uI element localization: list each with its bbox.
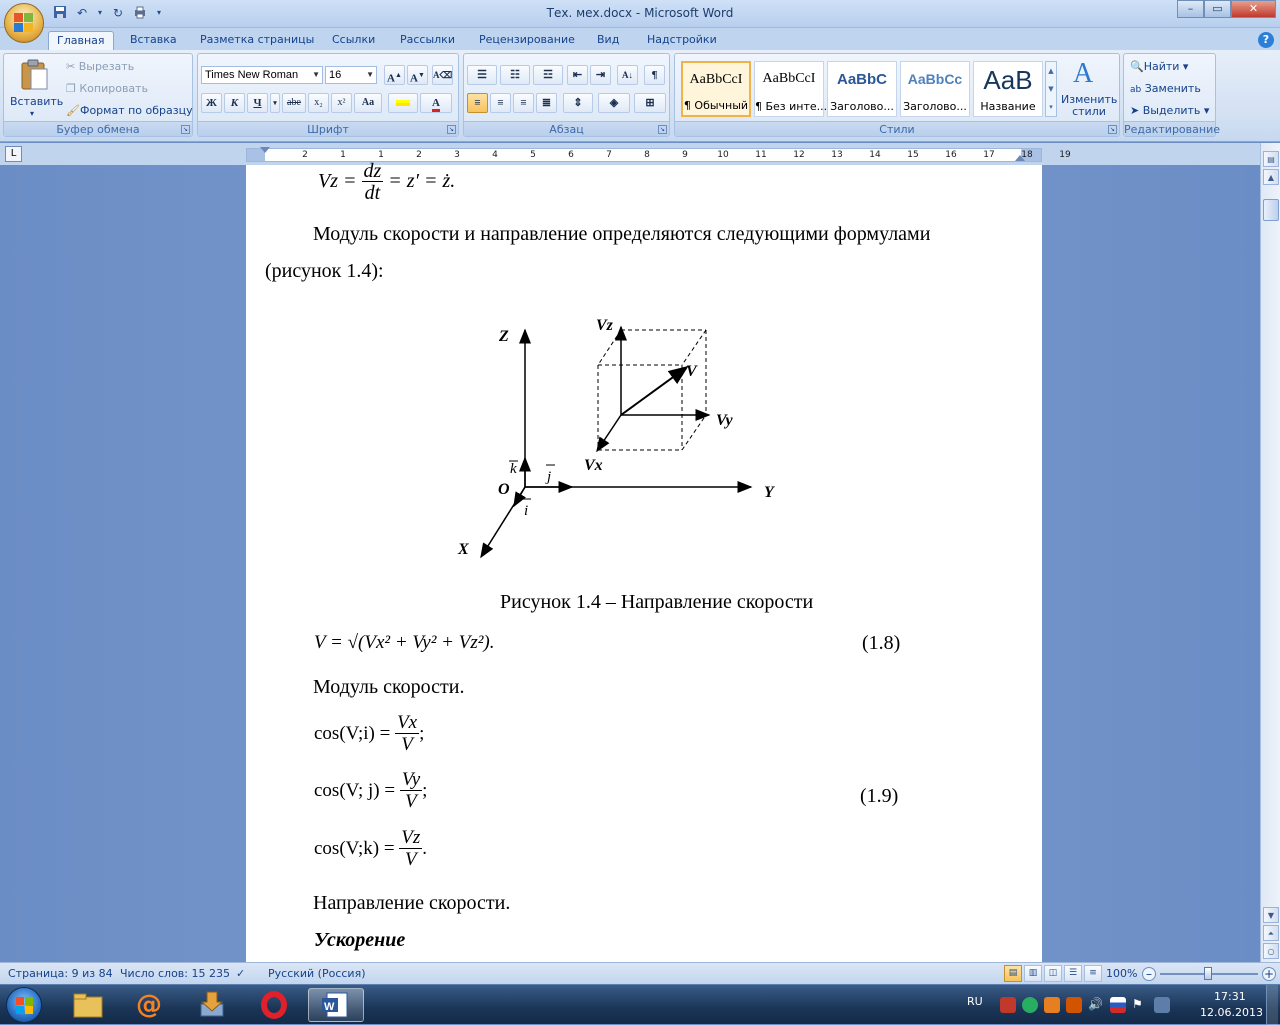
justify-button[interactable] <box>536 93 557 113</box>
paste-dropdown-icon: ▾ <box>30 109 35 118</box>
font-color-button[interactable] <box>420 93 452 113</box>
ruler-number: 19 <box>1059 150 1071 160</box>
find-button[interactable]: 🔍Найти ▾ <box>1130 60 1189 73</box>
proofing-icon[interactable]: ✓ <box>236 967 246 980</box>
paragraph-dialog-launcher-icon[interactable]: ↘ <box>659 126 666 133</box>
vector-v <box>621 367 687 415</box>
style-name: ¶ Обычный <box>683 99 749 112</box>
zoom-slider-knob[interactable] <box>1204 967 1212 980</box>
group-label-styles: Стили <box>675 121 1119 136</box>
equation-number-1-9: (1.9) <box>860 785 899 807</box>
velocity-box <box>598 330 706 450</box>
ruler-number: 13 <box>831 150 843 160</box>
ruler-number: 2 <box>302 150 308 160</box>
zoom-level[interactable]: 100% <box>1106 967 1138 980</box>
clear-formatting-button[interactable] <box>432 65 453 85</box>
increase-indent-icon: ⇥ <box>595 69 606 81</box>
ruler-number: 14 <box>869 150 881 160</box>
ruler-number: 11 <box>755 150 767 160</box>
cos-2-end: ; <box>422 779 428 801</box>
flash-icon[interactable] <box>1066 997 1082 1013</box>
ruler-number: 2 <box>416 150 422 160</box>
tab-view[interactable]: Вид <box>597 33 620 46</box>
network-icon[interactable] <box>1154 997 1170 1013</box>
ruler-number: 18 <box>1021 150 1033 160</box>
underline-dropdown-icon[interactable]: ▾ <box>270 93 280 113</box>
equation-number-1-8: (1.8) <box>862 632 901 654</box>
cos-2-fraction <box>400 770 422 813</box>
ruler-number: 17 <box>983 150 995 160</box>
cos-3-end: . <box>422 837 428 859</box>
line-spacing-icon: ⇕ <box>573 97 583 109</box>
language-indicator[interactable]: Русский (Россия) <box>268 967 366 980</box>
ruler-number: 1 <box>378 150 384 160</box>
minimize-button[interactable]: – <box>1177 0 1204 18</box>
fraction-numerator: dz <box>363 160 382 182</box>
tray-app-icon[interactable] <box>1044 997 1060 1013</box>
system-tray <box>960 985 1280 1025</box>
copy-icon: ❐ <box>66 82 80 95</box>
ruler-bar <box>0 143 1280 165</box>
align-left-button[interactable] <box>467 93 488 113</box>
cos-2-lhs: cos(V; j) = <box>314 779 396 801</box>
help-icon[interactable]: ? <box>1258 32 1274 48</box>
paste-label: Вставить <box>10 95 64 108</box>
tab-home[interactable]: Главная <box>48 31 114 50</box>
folder-icon <box>72 991 104 1019</box>
replace-button[interactable] <box>1130 82 1201 95</box>
fraction-denominator: V <box>405 791 417 812</box>
full-screen-reading-icon[interactable]: ▥ <box>1024 965 1042 982</box>
format-painter-label: Формат по образцу <box>79 104 193 117</box>
bold-button[interactable]: Ж <box>201 93 222 113</box>
style-title[interactable] <box>973 61 1043 117</box>
taskbar-explorer[interactable] <box>60 988 116 1022</box>
cursor-arrow-icon: ➤ <box>1130 104 1143 117</box>
fraction-denominator: V <box>404 849 417 870</box>
cos-3-lhs: cos(V;k) = <box>314 837 395 859</box>
word-icon <box>321 991 351 1019</box>
redo-icon[interactable]: ↻ <box>112 6 124 20</box>
office-button[interactable] <box>4 3 44 43</box>
ruler-toggle-icon[interactable]: ▤ <box>1263 151 1279 167</box>
outline-icon[interactable]: ☰ <box>1064 965 1082 982</box>
line-spacing-button[interactable] <box>563 93 593 113</box>
cos-1-lhs: cos(V;i) = <box>314 722 391 744</box>
group-label-editing: Редактирование <box>1124 123 1220 136</box>
undo-dropdown-icon[interactable]: ▾ <box>97 8 102 17</box>
tab-mailings[interactable]: Рассылки <box>400 33 455 46</box>
windows-logo-icon <box>16 997 24 1005</box>
highlighter-icon <box>396 100 410 106</box>
style-no-spacing[interactable] <box>754 61 828 117</box>
show-desktop-button[interactable] <box>1266 985 1278 1025</box>
figure-caption: Рисунок 1.4 – Направление скорости <box>500 591 814 613</box>
numbering-icon: ☷ <box>510 69 520 81</box>
style-name: Название <box>980 100 1036 113</box>
close-button[interactable]: ✕ <box>1231 0 1276 18</box>
style-name: Заголово... <box>830 100 894 113</box>
cos-3-fraction <box>399 828 422 871</box>
label-y: Y <box>764 484 774 501</box>
align-center-icon: ≡ <box>497 97 504 109</box>
ruler-number: 10 <box>717 150 729 160</box>
group-label-paragraph: Абзац <box>464 121 669 136</box>
window-controls <box>1177 0 1276 18</box>
multilevel-list-icon: ☲ <box>543 69 553 81</box>
formula-vz-fraction <box>362 161 384 204</box>
draft-icon[interactable]: ≡ <box>1084 965 1102 982</box>
sort-icon: A↓ <box>622 70 633 80</box>
customize-qat-icon[interactable]: ▾ <box>156 8 161 17</box>
cut-label: Вырезать <box>78 60 135 73</box>
label-vy: Vy <box>716 412 733 429</box>
taskbar-opera[interactable] <box>246 988 302 1022</box>
group-editing <box>1123 53 1220 137</box>
tab-references[interactable]: Ссылки <box>332 33 376 46</box>
paint-bucket-icon: ◈ <box>609 97 619 109</box>
underline-button[interactable]: Ч <box>247 93 268 113</box>
clock-time[interactable]: 17:31 <box>1214 990 1246 1003</box>
document-area <box>0 160 1260 962</box>
ruler-number: 6 <box>568 150 574 160</box>
shrink-font-button[interactable]: A▼ <box>407 65 428 85</box>
zoom-in-icon[interactable]: + <box>1263 967 1275 981</box>
formula-v: V = √(Vx² + Vy² + Vz²). <box>314 632 495 653</box>
font-dialog-launcher-icon[interactable]: ↘ <box>448 126 455 133</box>
highlight-button[interactable] <box>388 93 418 113</box>
italic-button[interactable]: К <box>224 93 245 113</box>
fraction-numerator: Vy <box>401 769 421 790</box>
change-styles-label: Изменить стили <box>1061 93 1118 118</box>
decrease-indent-icon: ⇤ <box>572 69 583 81</box>
replace-label: Заменить <box>1144 82 1201 95</box>
numbering-button[interactable] <box>500 65 530 85</box>
ruler-number: 8 <box>644 150 650 160</box>
modulus-text: Модуль скорости. <box>313 676 465 698</box>
paragraph-line-2: (рисунок 1.4): <box>265 260 384 282</box>
style-name: ¶ Без инте... <box>755 100 828 113</box>
font-size-combo[interactable] <box>325 66 377 84</box>
ribbon-tabs <box>0 28 1280 50</box>
direction-text: Направление скорости. <box>313 892 511 914</box>
font-color-icon: A <box>432 97 440 112</box>
font-family-value: Times New Roman <box>205 69 299 81</box>
select-button[interactable]: ➤ Выделить ▾ <box>1130 104 1210 117</box>
clipboard-icon <box>19 59 49 91</box>
label-i: i <box>524 503 529 519</box>
office-logo-icon <box>14 13 34 33</box>
group-paragraph <box>463 53 670 137</box>
ruler-number: 9 <box>682 150 688 160</box>
group-label-clipboard: Буфер обмена <box>4 121 192 136</box>
maximize-button[interactable]: ▭ <box>1204 0 1231 18</box>
tab-addins[interactable]: Надстройки <box>647 33 717 46</box>
svg-text:W: W <box>324 1001 335 1013</box>
clock-date[interactable]: 12.06.2013 <box>1200 1006 1263 1019</box>
style-normal[interactable] <box>681 61 751 117</box>
previous-page-icon[interactable]: ⏶ <box>1263 925 1279 941</box>
web-layout-icon[interactable]: ◫ <box>1044 965 1062 982</box>
formula-vz-lhs: Vz = <box>318 170 357 193</box>
scroll-up-icon[interactable]: ▲ <box>1263 169 1279 185</box>
ruler-number: 5 <box>530 150 536 160</box>
bullets-button[interactable] <box>467 65 497 85</box>
print-layout-icon[interactable]: ▤ <box>1004 965 1022 982</box>
velocity-direction-diagram <box>458 315 816 575</box>
sort-button[interactable] <box>617 65 638 85</box>
label-x: X <box>458 541 469 558</box>
style-preview: AaB <box>983 65 1033 95</box>
paste-button[interactable] <box>8 57 64 119</box>
antivirus-icon[interactable] <box>1000 997 1016 1013</box>
window-title: Тех. мех.docx - Microsoft Word <box>546 6 734 20</box>
group-font <box>197 53 459 137</box>
download-icon <box>197 990 227 1020</box>
label-vz: Vz <box>596 317 613 334</box>
ruler-number: 12 <box>793 150 805 160</box>
change-styles-button[interactable] <box>1061 58 1119 120</box>
ribbon <box>0 50 1280 142</box>
title-bar <box>0 0 1280 28</box>
ruler-number: 3 <box>454 150 460 160</box>
clipboard-dialog-launcher-icon[interactable]: ↘ <box>182 126 189 133</box>
borders-icon: ⊞ <box>645 97 655 109</box>
ruler-number: 16 <box>945 150 957 160</box>
decrease-indent-button[interactable] <box>567 65 588 85</box>
chevron-down-icon: ▼ <box>366 70 374 79</box>
taskbar-mail-agent[interactable] <box>122 988 178 1022</box>
shading-button[interactable] <box>598 93 630 113</box>
taskbar-word[interactable] <box>308 988 364 1022</box>
label-v: V <box>686 363 697 380</box>
subscript-button[interactable]: x₂ <box>308 93 329 113</box>
copy-label: Копировать <box>79 82 149 95</box>
label-k: k <box>510 461 517 477</box>
paragraph-line-1: Модуль скорости и направление определяются следующими формулами <box>313 223 931 245</box>
russian-flag-icon[interactable] <box>1110 997 1126 1013</box>
format-painter-button[interactable] <box>66 104 193 117</box>
brush-icon: 🖌 <box>66 104 80 117</box>
indent-marker-icon[interactable] <box>260 147 270 153</box>
tab-review[interactable]: Рецензирование <box>479 33 575 46</box>
select-label: Выделить <box>1142 104 1201 117</box>
style-preview: AaBbCcI <box>689 72 743 87</box>
select-browse-object-icon[interactable]: ○ <box>1263 943 1279 959</box>
formula-cos-3 <box>314 828 427 871</box>
scroll-down-icon[interactable]: ▼ <box>1263 907 1279 923</box>
label-j: j <box>547 469 552 485</box>
style-preview: AaBbCc <box>907 71 963 87</box>
start-button[interactable] <box>6 987 42 1023</box>
style-heading-2[interactable] <box>900 61 970 117</box>
find-label: Найти <box>1143 60 1180 73</box>
action-center-icon[interactable]: ⚑ <box>1132 997 1143 1011</box>
tab-selector[interactable]: L <box>5 146 22 162</box>
formula-vz <box>318 161 455 204</box>
pilcrow-icon: ¶ <box>651 69 658 81</box>
view-buttons <box>1004 965 1104 982</box>
fraction-denominator: dt <box>364 182 381 204</box>
ruler-number: 7 <box>606 150 612 160</box>
scroll-thumb[interactable] <box>1263 199 1279 221</box>
ruler-number: 15 <box>907 150 919 160</box>
binoculars-icon: 🔍 <box>1130 60 1144 73</box>
fraction-denominator: V <box>401 734 413 755</box>
strikethrough-button[interactable]: abe <box>282 93 306 113</box>
undo-icon[interactable]: ↶ <box>76 6 88 20</box>
label-z: Z <box>499 328 509 345</box>
grow-font-button[interactable]: A▲ <box>384 65 405 85</box>
align-right-button[interactable] <box>513 93 534 113</box>
show-marks-button[interactable] <box>644 65 665 85</box>
eraser-icon: A⌫ <box>433 70 453 80</box>
align-left-icon: ≡ <box>474 97 481 109</box>
group-label-font: Шрифт <box>198 121 458 136</box>
document-page[interactable] <box>246 160 1042 962</box>
taskbar-downloader[interactable] <box>184 988 240 1022</box>
input-language[interactable]: RU <box>967 995 983 1008</box>
style-heading-1[interactable] <box>827 61 897 117</box>
cos-1-end: ; <box>419 722 425 744</box>
heading-acceleration: Ускорение <box>314 929 406 951</box>
justify-icon: ≣ <box>541 97 552 109</box>
label-vx: Vx <box>584 457 603 474</box>
label-o: O <box>498 481 510 498</box>
utorrent-icon[interactable] <box>1022 997 1038 1013</box>
zoom-out-icon[interactable]: – <box>1142 967 1156 981</box>
formula-cos-1 <box>314 713 424 756</box>
styles-gallery-scroll[interactable]: ▲ ▼ ▾ <box>1045 61 1057 117</box>
fraction-numerator: Vx <box>397 712 418 733</box>
volume-icon[interactable]: 🔊 <box>1088 997 1103 1011</box>
align-right-icon: ≡ <box>520 97 527 109</box>
status-bar <box>0 962 1280 984</box>
cut-button[interactable] <box>66 60 134 73</box>
fraction-numerator: Vz <box>401 827 421 848</box>
style-preview: AaBbCcI <box>762 71 816 86</box>
align-center-button[interactable] <box>490 93 511 113</box>
style-preview: AaBbC <box>836 71 887 88</box>
copy-button[interactable] <box>66 82 148 95</box>
font-family-combo[interactable] <box>201 66 323 84</box>
bullets-icon: ☰ <box>477 69 487 81</box>
tab-insert[interactable]: Вставка <box>130 33 177 46</box>
cos-1-fraction <box>395 713 419 756</box>
right-indent-marker-icon[interactable] <box>1015 155 1025 161</box>
group-clipboard <box>3 53 193 137</box>
replace-icon: ab <box>1130 85 1142 95</box>
word-count[interactable]: Число слов: 15 235 <box>120 967 230 980</box>
vertical-scrollbar[interactable] <box>1260 143 1280 962</box>
ruler-number: 1 <box>340 150 346 160</box>
formula-cos-2 <box>314 770 427 813</box>
borders-button[interactable] <box>634 93 666 113</box>
taskbar <box>0 984 1280 1024</box>
at-sign-icon: @ <box>136 990 162 1020</box>
superscript-button[interactable]: x² <box>331 93 352 113</box>
style-name: Заголово... <box>903 100 967 113</box>
opera-icon <box>261 991 287 1019</box>
change-case-button[interactable]: Aa <box>354 93 382 113</box>
tab-page-layout[interactable]: Разметка страницы <box>200 33 315 46</box>
change-styles-icon: A <box>1073 58 1094 89</box>
ruler-number: 4 <box>492 150 498 160</box>
vector-vx <box>597 415 621 451</box>
multilevel-list-button[interactable] <box>533 65 563 85</box>
font-size-value: 16 <box>329 69 342 81</box>
styles-dialog-launcher-icon[interactable]: ↘ <box>1109 126 1116 133</box>
chevron-down-icon: ▼ <box>312 70 320 79</box>
group-styles <box>674 53 1120 137</box>
formula-vz-rhs: = z′ = ż. <box>388 170 456 193</box>
page-indicator[interactable]: Страница: 9 из 84 <box>8 967 113 980</box>
increase-indent-button[interactable] <box>590 65 611 85</box>
scissors-icon: ✂ <box>66 60 79 73</box>
